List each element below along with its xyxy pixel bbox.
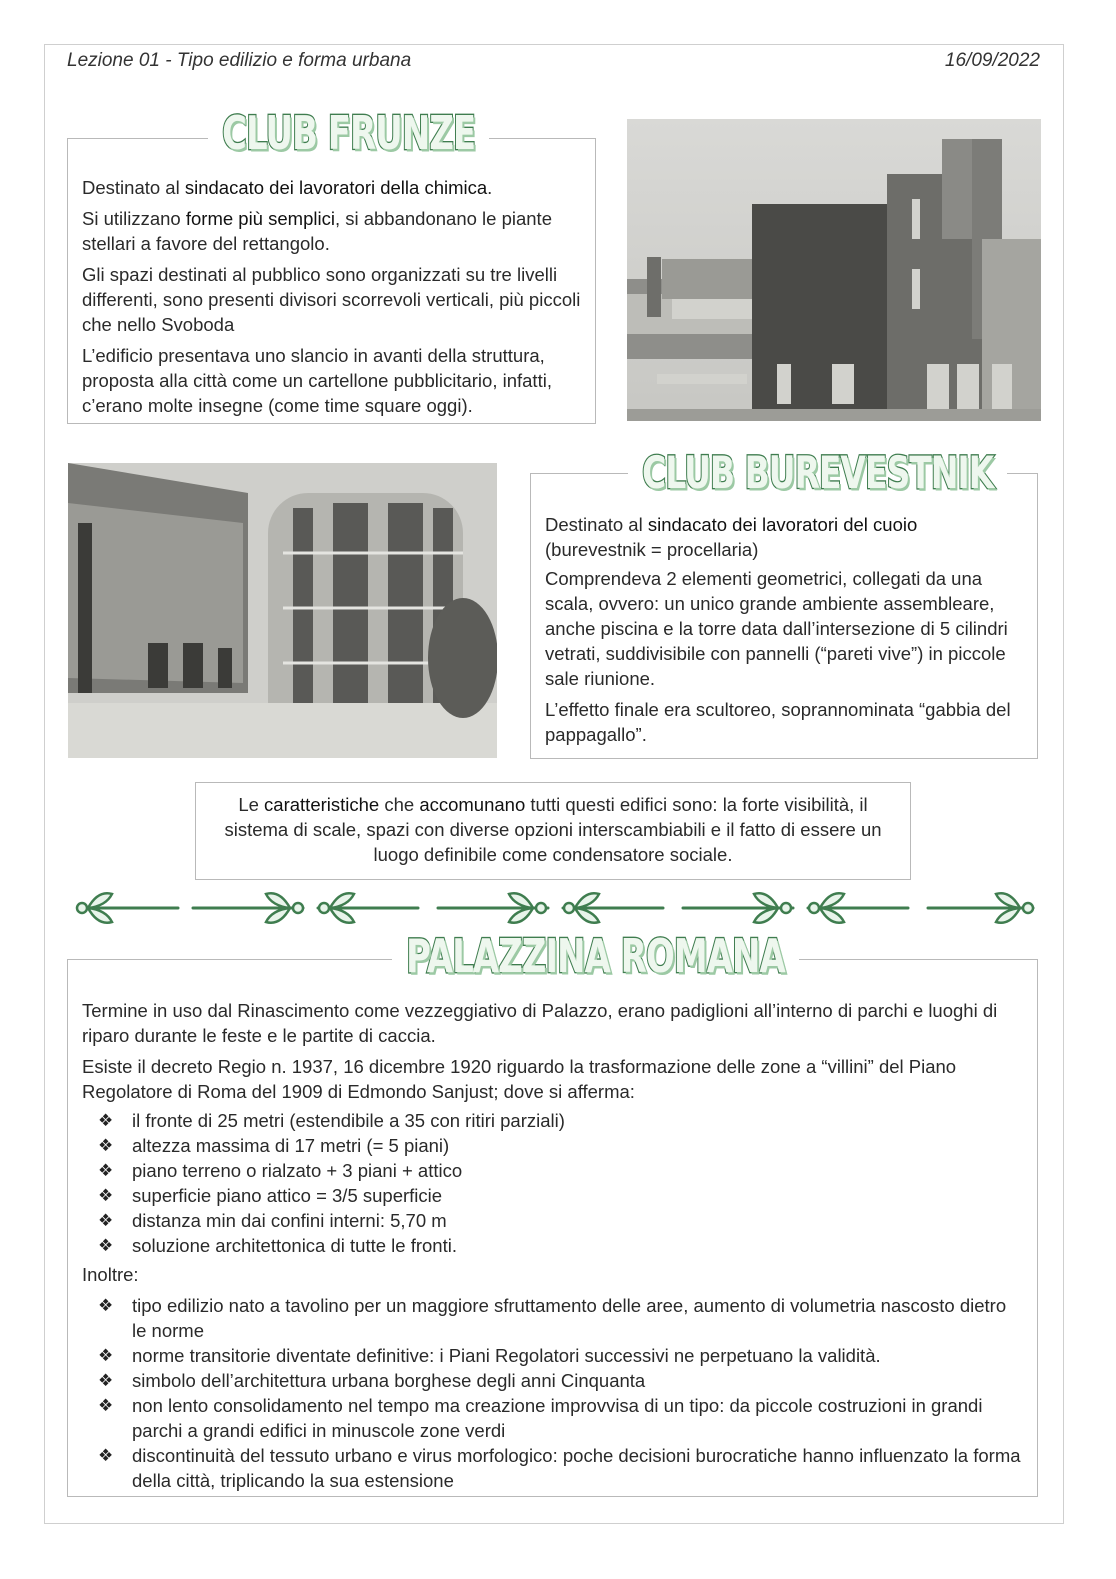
palazzina-p2: Esiste il decreto Regio n. 1937, 16 dicembre 1920 riguardo la trasformazione delle zone a “villini” del Piano Regolatore di Roma del 1909 di Edmondo Sanjust; dove si afferma:: [82, 1056, 957, 1102]
shared-characteristics: Le caratteristiche che accomunano tutti questi edifici sono: la forte visibilità, il sistema di scale, spazi con diverse opzioni interscambiabili e il fatto di essere un luogo definibile come condensatore sociale.: [195, 782, 911, 880]
bullet-icon: ❖: [98, 1211, 114, 1230]
burevestnik-p2: Comprendeva 2 elementi geometrici, collegati da una scala, ovvero: un unico grande ambiente assembleare, anche piscina e la torre data dall’intersezione di 5 cilindri vetrati, suddivisibile con pannelli (“pareti vive”) in piccole sale riunione.: [545, 568, 1008, 689]
leaf-divider: [68, 884, 1040, 932]
lesson-date: 16/09/2022: [944, 50, 1040, 71]
note-item: ❖ tipo edilizio nato a tavolino per un maggiore sfruttamento delle aree, aumento di volumetria nascosto dietro le norme: [98, 1295, 1007, 1341]
bullet-icon: ❖: [98, 1346, 114, 1365]
bullet-icon: ❖: [98, 1111, 114, 1130]
frunze-p1: Destinato al sindacato dei lavoratori della chimica.: [82, 177, 493, 198]
bullet-icon: ❖: [98, 1296, 114, 1315]
palazzina-title: PALAZZINA ROMANA: [392, 934, 799, 980]
bullet-icon: ❖: [98, 1186, 114, 1205]
rule-item: ❖ soluzione architettonica di tutte le fronti.: [98, 1235, 457, 1256]
bullet-icon: ❖: [98, 1446, 114, 1465]
burevestnik-p1: Destinato al sindacato dei lavoratori del cuoio (burevestnik = procellaria): [545, 514, 918, 560]
bullet-icon: ❖: [98, 1161, 114, 1180]
frunze-box: [67, 138, 596, 424]
rule-item: ❖ superficie piano attico = 3/5 superficie: [98, 1185, 443, 1206]
frunze-p2: Si utilizzano forme più semplici, si abbandonano le piante stellari a favore del rettangolo.: [82, 208, 552, 254]
rule-item: ❖ il fronte di 25 metri (estendibile a 35 con ritiri parziali): [98, 1110, 565, 1131]
notes-list: [82, 1293, 1023, 1493]
also-label: Inoltre:: [82, 1264, 139, 1285]
bullet-icon: ❖: [98, 1371, 114, 1390]
palazzina-p1: Termine in uso dal Rinascimento come vezzeggiativo di Palazzo, erano padiglioni all’interno di parchi e luoghi di riparo durante le feste e le partite di caccia.: [82, 1000, 998, 1046]
note-item: ❖ norme transitorie diventate definitive: i Piani Regolatori successivi ne perpetuano la validità.: [98, 1345, 881, 1366]
burevestnik-p3: L’effetto finale era scultoreo, soprannominata “gabbia del pappagallo”.: [545, 699, 1011, 745]
note-item: ❖ non lento consolidamento nel tempo ma creazione improvvisa di un tipo: da piccole costruzioni in grandi parchi a grandi edifici in minuscole zone verdi: [98, 1395, 983, 1441]
burevestnik-box: [530, 473, 1038, 759]
rule-item: ❖ altezza massima di 17 metri (= 5 piani): [98, 1135, 450, 1156]
burevestnik-photo: [68, 463, 497, 758]
bullet-icon: ❖: [98, 1236, 114, 1255]
frunze-photo: [627, 119, 1041, 421]
rules-list: [82, 1108, 1023, 1258]
frunze-p3: Gli spazi destinati al pubblico sono organizzati su tre livelli differenti, sono presenti divisori scorrevoli verticali, più piccoli che nello Svoboda: [82, 264, 581, 335]
rule-item: ❖ piano terreno o rialzato + 3 piani + attico: [98, 1160, 463, 1181]
lesson-title: Lezione 01 - Tipo edilizio e forma urbana: [67, 50, 412, 71]
burevestnik-title: CLUB BUREVESTNIK: [628, 450, 1007, 495]
palazzina-box: [67, 959, 1038, 1497]
bullet-icon: ❖: [98, 1136, 114, 1155]
frunze-title: CLUB FRUNZE: [208, 111, 489, 157]
bullet-icon: ❖: [98, 1396, 114, 1415]
rule-item: ❖ distanza min dai confini interni: 5,70 m: [98, 1210, 447, 1231]
frunze-p4: L’edificio presentava uno slancio in avanti della struttura, proposta alla città come un cartellone pubblicitario, infatti, c’erano molte insegne (come time square oggi).: [82, 345, 552, 416]
note-item: ❖ discontinuità del tessuto urbano e virus morfologico: poche decisioni burocratiche hanno influenzato la forma della città, triplicando la sua estensione: [98, 1445, 1021, 1491]
note-item: ❖ simbolo dell’architettura urbana borghese degli anni Cinquanta: [98, 1370, 646, 1391]
